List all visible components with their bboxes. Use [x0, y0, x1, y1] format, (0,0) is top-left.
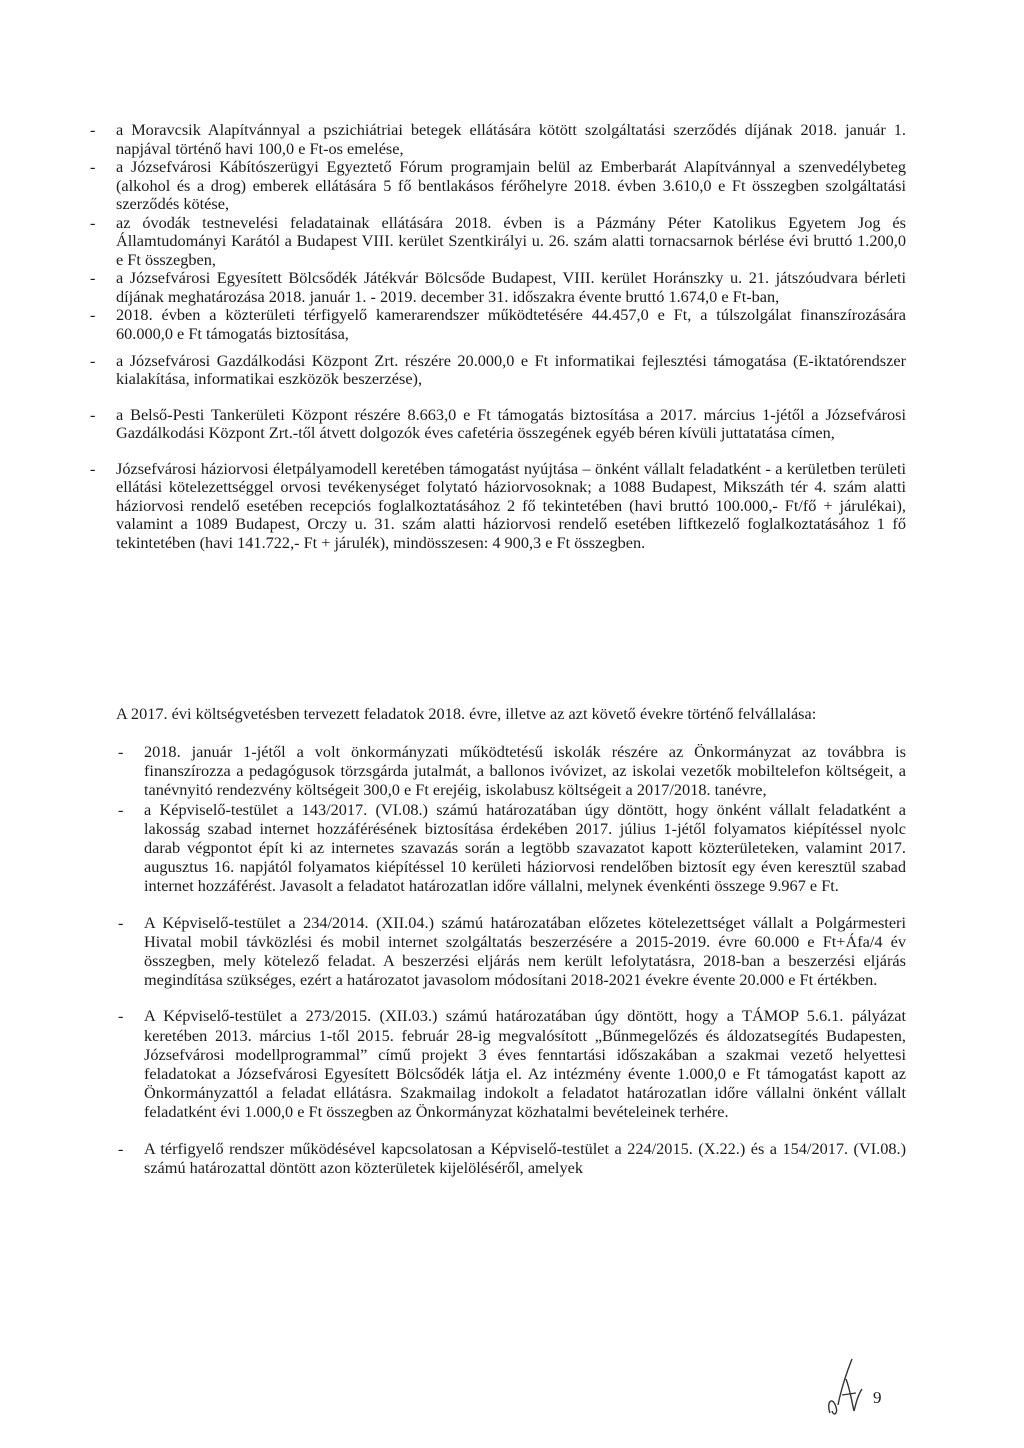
list-item: - A Képviselő-testület a 234/2014. (XII.04.) számú határozatában előzetes kötelezettséget vállalt a Polgármesteri Hivatal mobil távközlési és mobil internet szolgáltatás beszerzésére a 2015-2019. évre 60.000 e Ft+Áfa/4 év összegben, mely kötelező feladat. A beszerzési eljárás nem került lefolytatásra, 2018-ban a beszerzési eljárás megindítása szükséges, ezért a határozatot javasolom módosítani 2018-2021 évekre évente 20.000 e Ft értékben. — [144, 913, 906, 990]
section-intro-paragraph: A 2017. évi költségvetésben tervezett feladatok 2018. évre, illetve az azt követő évekre történő felvállalása: — [116, 704, 817, 723]
handwritten-signature-icon — [812, 1355, 872, 1421]
list-item: - az óvodák testnevelési feladatainak ellátására 2018. évben is a Pázmány Péter Katolikus Egyetem Jog és Államtudományi Karától a Budapest VIII. kerület Szentkirályi u. 26. szám alatti tornacsarnok bérlése évi bruttó 1.200,0 e Ft összegben, — [116, 214, 906, 270]
list-item: - a Képviselő-testület a 143/2017. (VI.08.) számú határozatában úgy döntött, hogy önként vállalt feladatként a lakosság szabad internet hozzáférésének biztosítása érdekében 2017. július 1-jétől folyamatos kiépítéssel nyolc darab végpontot épít ki az internetes szavazás során a legtöbb szavazatot kapott közterületeken, valamint 2017. augusztus 16. napjától folyamatos kiépítéssel 10 kerületi háziorvosi rendelőben biztosít egy éven keresztül szabad internet hozzáférést. Javasolt a feladatot határozatlan időre vállalni, melynek évenkénti összege 9.967 e Ft. — [144, 800, 906, 896]
list-item: - Józsefvárosi háziorvosi életpályamodell keretében támogatást nyújtása – önként vállalt feladatként - a kerületben területi ellátási kötelezettséggel orvosi tevékenységet folytató háziorvosoknak; a 1088 Budapest, Mikszáth tér 4. szám alatti háziorvosi rendelő esetében recepciós foglalkoztatásához 2 fő tekintetében (havi bruttó 100.000,- Ft/fő + járulékai), valamint a 1089 Budapest, Orczy u. 31. szám alatti háziorvosi rendelő esetében liftkezelő foglalkoztatásához 1 fő tekintetében (havi 141.722,- Ft + járulék), mindösszesen: 4 900,3 e Ft összegben. — [116, 460, 906, 553]
list-item: - A Képviselő-testület a 273/2015. (XII.03.) számú határozatában úgy döntött, hogy a TÁMOP 5.6.1. pályázat keretében 2013. március 1-től 2015. február 28-ig megvalósított „Bűnmegelőzés és áldozatsegítés Budapesten, Józsefvárosi modellprogrammal” című projekt 3 éves fenntartási időszakában a szakmai vezető helyettesi feladatokat a Józsefvárosi Egyesített Bölcsődék látja el. Az intézmény évente 1.000,0 e Ft támogatást kapott az Önkormányzattól a feladat ellátásra. Szakmailag indokolt a feladatot határozatlan időre vállalni önként vállalt feladatként évi 1.000,0 e Ft összegben az Önkormányzat közhatalmi bevételeinek terhére. — [144, 1006, 906, 1121]
list-item: - 2018. évben a közterületi térfigyelő kamerarendszer működtetésére 44.457,0 e Ft, a túlszolgálat finanszírozására 60.000,0 e Ft támogatás biztosítása, — [116, 306, 906, 343]
bullet-list-second — [144, 742, 906, 1177]
list-item: - a Józsefvárosi Egyesített Bölcsődék Játékvár Bölcsőde Budapest, VIII. kerület Horánszky u. 21. játszóudvara bérleti díjának meghatározása 2018. január 1. - 2019. december 31. időszakra évente bruttó 1.674,0 e Ft-ban, — [116, 269, 906, 306]
list-item: - a Józsefvárosi Kábítószerügyi Egyeztető Fórum programjain belül az Emberbarát Alapítvánnyal a szenvedélybeteg (alkohol és a drog) emberek ellátására 5 fő bentlakásos férőhelyre 2018. évben 3.610,0 e Ft összegben szolgáltatási szerződés kötése, — [116, 158, 906, 214]
bullet-list-first — [116, 121, 906, 552]
list-item: - 2018. január 1-jétől a volt önkormányzati működtetésű iskolák részére az Önkormányzat az továbbra is finanszírozza a pedagógusok törzsgárda jutalmát, a ballonos ivóvizet, az iskolai vezetők mobiltelefon költségeit, a tanévnyitó rendezvény költségeit 300,0 e Ft erejéig, iskolabusz költségeit a 2017/2018. tanévre, — [144, 742, 906, 800]
list-item: - a Moravcsik Alapítvánnyal a pszichiátriai betegek ellátására kötött szolgáltatási szerződés díjának 2018. január 1. napjával történő havi 100,0 e Ft-os emelése, — [116, 121, 906, 158]
page-number: 9 — [873, 1388, 882, 1407]
list-item: - a Józsefvárosi Gazdálkodási Központ Zrt. részére 20.000,0 e Ft informatikai fejlesztési támogatása (E-iktatórendszer kialakítása, informatikai eszközök beszerzése), — [116, 352, 906, 389]
list-item: - A térfigyelő rendszer működésével kapcsolatosan a Képviselő-testület a 224/2015. (X.22.) és a 154/2017. (VI.08.) számú határozattal döntött azon közterületek kijelöléséről, amelyek — [144, 1139, 906, 1177]
list-item: - a Belső-Pesti Tankerületi Központ részére 8.663,0 e Ft támogatás biztosítása a 2017. március 1-jétől a Józsefvárosi Gazdálkodási Központ Zrt.-től átvett dolgozók éves cafetéria összegének egyéb béren kívüli juttatatása címen, — [116, 406, 906, 443]
